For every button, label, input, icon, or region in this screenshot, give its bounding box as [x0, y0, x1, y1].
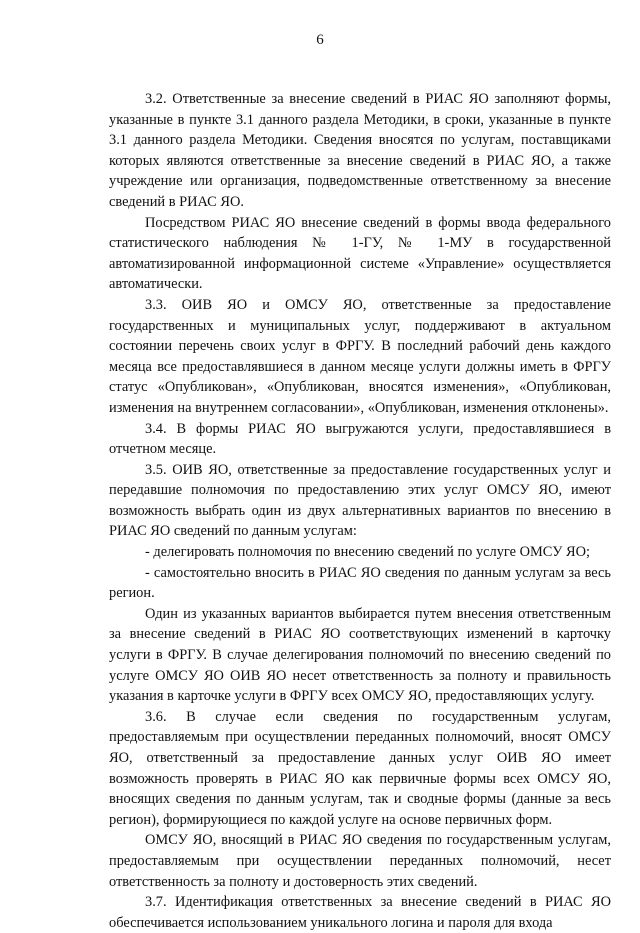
paragraph-3-4: 3.4. В формы РИАС ЯО выгружаются услуги, предоставлявшиеся в отчетном месяце. — [109, 420, 611, 458]
paragraph-variant-choice: Один из указанных вариантов выбирается путем внесения ответственным за внесение сведений в РИАС ЯО соответствующих изменений в карточку услуги в ФРГУ. В случае делегирования полномочий по внесению сведений по услуге ОМСУ ЯО ОИВ ЯО несет ответственность за полноту и правильность указания в карточке услуги в ФРГУ всех ОМСУ ЯО, предоставляющих услугу. — [109, 605, 611, 705]
list-item-self: - самостоятельно вносить в РИАС ЯО сведения по данным услугам за весь регион. — [109, 564, 611, 602]
paragraph-3-3: 3.3. ОИВ ЯО и ОМСУ ЯО, ответственные за предоставление государственных и муниципальных услуг, поддерживают в актуальном состоянии перечень своих услуг в ФРГУ. В последний рабочий день каждого месяца все предоставлявшиеся в данном месяце услуги должны иметь в ФРГУ статус «Опубликован», «Опубликован, вносятся изменения», «Опубликован, изменения на внутреннем согласовании», «Опубликован, изменения отклонены». — [109, 296, 611, 416]
paragraph-3-7: 3.7. Идентификация ответственных за внесение сведений в РИАС ЯО обеспечивается использованием уникального логина и пароля для входа — [109, 894, 611, 931]
paragraph-3-6: 3.6. В случае если сведения по государственным услугам, предоставляемым при осуществлении переданных полномочий, вносят ОМСУ ЯО, ответственный за предоставление данных услуг ОИВ ЯО имеет возможность проверять в РИАС ЯО как первичные формы всех ОМСУ ЯО, вносящих сведения по данным услугам, так и сводные формы (данные за весь регион), формирующиеся по каждой услуге на основе первичных форм. — [109, 708, 611, 828]
list-item-delegate: - делегировать полномочия по внесению сведений по услуге ОМСУ ЯО; — [145, 544, 590, 561]
page-number: 6 — [316, 32, 324, 48]
paragraph-3-2: 3.2. Ответственные за внесение сведений в РИАС ЯО заполняют формы, указанные в пункте 3.1 данного раздела Методики, в сроки, указанные в пункте 3.1 данного раздела Методики. Сведения вносятся по услугам, поставщиками которых являются ответственные за внесение сведений в РИАС ЯО, а также учреждение или организация, подведомственные ответственному за внесение сведений в РИАС ЯО. — [109, 91, 611, 210]
paragraph-omsu-responsibility: ОМСУ ЯО, вносящий в РИАС ЯО сведения по государственным услугам, предоставляемым при осуществлении переданных полномочий, несет ответственность за полноту и достоверность этих сведений. — [109, 832, 611, 890]
document-body — [109, 89, 611, 933]
paragraph-3-5: 3.5. ОИВ ЯО, ответственные за предоставление государственных услуг и передавшие полномочия по предоставлению этих услуг ОМСУ ЯО, имеют возможность выбрать один из двух альтернативных вариантов по внесению в РИАС ЯО сведений по данным услугам: — [109, 461, 611, 540]
paragraph-automation: Посредством РИАС ЯО внесение сведений в формы ввода федерального статистического наблюдения № 1-ГУ, № 1-МУ в государственной автоматизированной информационной системе «Управление» осуществляется автоматически. — [109, 214, 611, 293]
